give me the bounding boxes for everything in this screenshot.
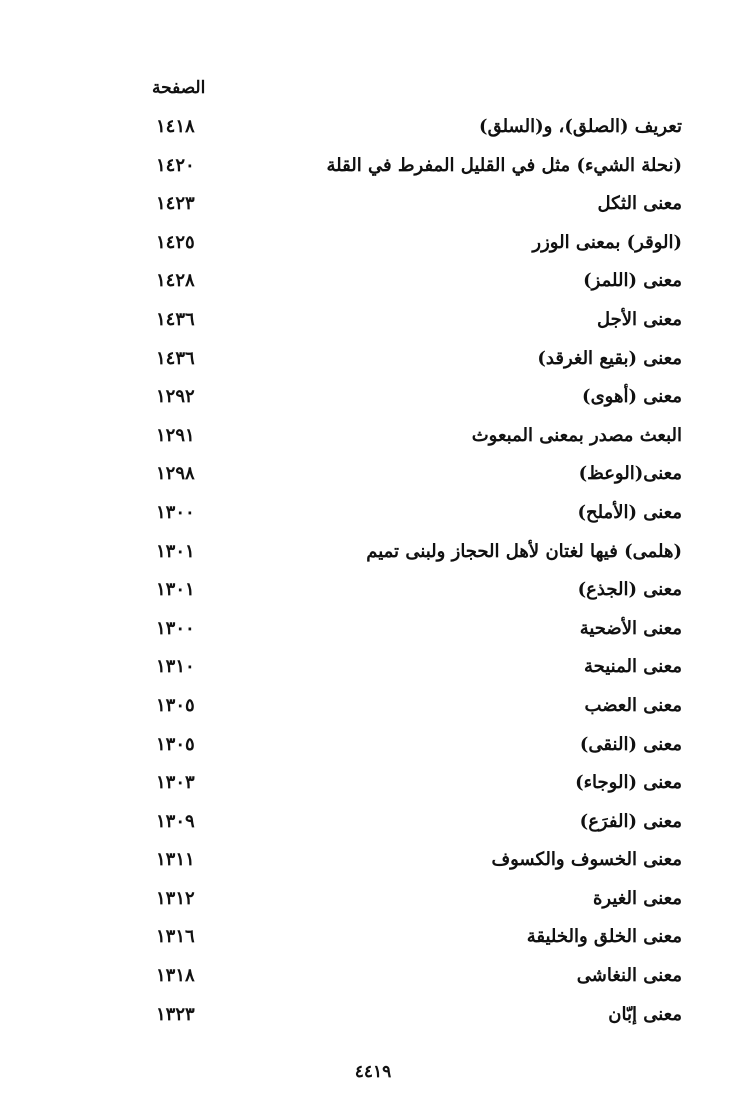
index-entry xyxy=(150,224,682,263)
index-entry xyxy=(150,301,682,340)
entry-title: معنى (أهوى) xyxy=(582,386,682,408)
entry-page-number: ١٣٠١ xyxy=(156,579,195,601)
entry-title: معنى إبّان xyxy=(608,1003,682,1025)
entry-page-number: ١٣٠٠ xyxy=(156,501,195,523)
entry-page-number: ١٤٢٠ xyxy=(156,154,195,176)
index-entry xyxy=(150,610,682,649)
entry-page-number: ١٤٢٥ xyxy=(156,231,195,253)
entry-page-number: ١٣١١ xyxy=(156,849,195,871)
index-entry xyxy=(150,918,682,957)
entry-page-number: ١٣١٨ xyxy=(156,965,195,987)
index-entry xyxy=(150,687,682,726)
entry-title: معنى المنيحة xyxy=(583,656,682,678)
entry-page-number: ١٣٢٣ xyxy=(156,1003,195,1025)
entry-title: معنى الخلق والخليقة xyxy=(526,926,682,948)
entry-page-number: ١٣٠٩ xyxy=(156,810,195,832)
entry-page-number: ١٣٠٥ xyxy=(156,694,195,716)
index-entry xyxy=(150,533,682,572)
index-entry xyxy=(150,726,682,765)
index-entry xyxy=(150,340,682,379)
entry-page-number: ١٣٠٠ xyxy=(156,617,195,639)
entry-page-number: ١٤٢٨ xyxy=(156,270,195,292)
entry-page-number: ١٤١٨ xyxy=(156,116,195,137)
entry-title: (نحلة الشيء) مثل في القليل المفرط في القلة xyxy=(326,154,682,176)
entry-title: معنى (اللمز) xyxy=(583,270,682,292)
index-entry xyxy=(150,571,682,610)
entry-title: معنى (الأملح) xyxy=(577,501,682,523)
page-column-header: الصفحة xyxy=(152,78,206,98)
entry-page-number: ١٢٩٨ xyxy=(156,463,195,485)
entry-title: معنى (الوجاء) xyxy=(575,772,682,794)
entry-title: معنى العضب xyxy=(584,694,682,716)
index-entry xyxy=(150,455,682,494)
index-entry xyxy=(150,378,682,417)
entry-title: تعريف (الصلق)، و(السلق) xyxy=(479,116,682,137)
entry-page-number: ١٣١٠ xyxy=(156,656,195,678)
entry-page-number: ١٢٩٢ xyxy=(156,386,195,408)
index-entry xyxy=(150,494,682,533)
index-entry xyxy=(150,764,682,803)
index-entry xyxy=(150,648,682,687)
entry-title: معنى(الوعظ) xyxy=(578,463,682,485)
index-entries xyxy=(150,108,682,1034)
entry-page-number: ١٣٠١ xyxy=(156,540,195,562)
index-entry xyxy=(150,108,682,147)
index-entry xyxy=(150,841,682,880)
entry-title: معنى (الجذع) xyxy=(577,579,682,601)
entry-page-number: ١٣١٢ xyxy=(156,887,195,909)
entry-title: معنى (بقيع الغرقد) xyxy=(537,347,682,369)
page-number: ٤٤١٩ xyxy=(354,1062,392,1082)
entry-page-number: ١٣٠٣ xyxy=(156,772,195,794)
entry-title: معنى (الفرَع) xyxy=(579,810,682,832)
entry-title: معنى الغيرة xyxy=(593,887,682,909)
entry-title: معنى النغاشى xyxy=(576,965,682,987)
entry-title: البعث مصدر بمعنى المبعوث xyxy=(471,424,682,446)
index-entry xyxy=(150,417,682,456)
index-entry xyxy=(150,996,682,1035)
entry-title: معنى الخسوف والكسوف xyxy=(491,849,682,871)
entry-page-number: ١٣١٦ xyxy=(156,926,195,948)
entry-title: معنى الثكل xyxy=(597,193,682,215)
entry-page-number: ١٣٠٥ xyxy=(156,733,195,755)
index-entry xyxy=(150,185,682,224)
entry-title: (هلمى) فيها لغتان لأهل الحجاز ولبنى تميم xyxy=(366,540,682,562)
entry-title: معنى الأضحية xyxy=(579,617,682,639)
entry-page-number: ١٤٢٣ xyxy=(156,193,195,215)
entry-title: معنى الأجل xyxy=(596,308,682,330)
entry-page-number: ١٤٣٦ xyxy=(156,308,195,330)
entry-title: (الوقر) بمعنى الوزر xyxy=(532,231,682,253)
index-entry xyxy=(150,262,682,301)
index-entry xyxy=(150,880,682,919)
index-entry xyxy=(150,803,682,842)
entry-page-number: ١٢٩١ xyxy=(156,424,195,446)
index-entry xyxy=(150,957,682,996)
entry-title: معنى (النقى) xyxy=(579,733,682,755)
index-entry xyxy=(150,147,682,186)
entry-page-number: ١٤٣٦ xyxy=(156,347,195,369)
